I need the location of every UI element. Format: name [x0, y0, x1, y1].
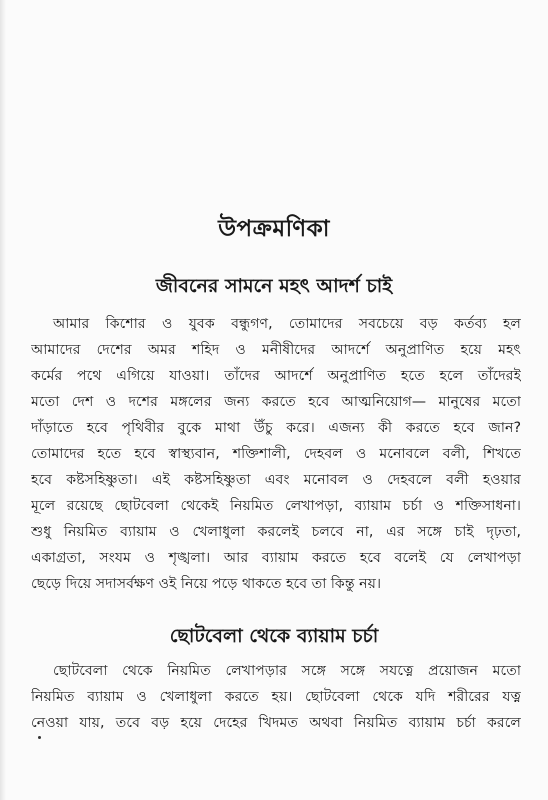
paragraph-line: দাঁড়াতে হবে পৃথিবীর বুকে মাথা উঁচু করে। এজন্য কী করতে হবে জান? [31, 420, 521, 436]
paragraph-line: ছোটবেলা থেকে নিয়মিত লেখাপড়ার সঙ্গে সঙ্গে সযত্নে প্রয়োজন মতো [53, 663, 521, 679]
paragraph-line: শুধু নিয়মিত ব্যায়াম ও খেলাধুলা করলেই চলবে না, এর সঙ্গে চাই দৃঢ়তা, [31, 524, 521, 540]
paragraph-line: আমাদের দেশের অমর শহিদ ও মনীষীদের আদর্শে অনুপ্রাণিত হয়ে মহৎ [31, 342, 521, 358]
paragraph-line: ছেড়ে দিয়ে সদাসর্বক্ষণ ওই নিয়ে পড়ে থাকতে হবে তা কিন্তু নয়। [31, 576, 382, 592]
paragraph-line: একাগ্রতা, সংযম ও শৃঙ্খলা। আর ব্যায়াম করতে হবে বলেই যে লেখাপড়া [31, 550, 521, 566]
paragraph-line: মূলে রয়েছে ছোটবেলা থেকেই নিয়মিত লেখাপড়া, ব্যায়াম চর্চা ও শক্তিসাধনা। [31, 498, 521, 514]
paragraph-line: তোমাদের হতে হবে স্বাস্থ্যবান, শক্তিশালী, দেহবল ও মনোবলে বলী, শিখতে [31, 446, 521, 462]
scan-edge-shadow [0, 0, 6, 800]
section-heading-exercise: ছোটবেলা থেকে ব্যায়াম চর্চা [169, 625, 379, 647]
ink-speck [38, 736, 41, 739]
paragraph-ideal [31, 311, 521, 597]
paragraph-line: কর্মের পথে এগিয়ে যাওয়া। তাঁদের আদর্শে অনুপ্রাণিত হতে হলে তাঁদেরই [31, 368, 521, 384]
paragraph-exercise [31, 658, 521, 736]
paragraph-line: হবে কষ্টসহিষ্ণুতা। এই কষ্টসহিষ্ণুতা এবং মনোবল ও দেহবলে বলী হওয়ার [31, 472, 521, 488]
paragraph-line: নিয়মিত ব্যায়াম ও খেলাধুলা করতে হয়। ছোটবেলা থেকে যদি শরীরের যত্ন [31, 689, 521, 705]
paragraph-line: আমার কিশোর ও যুবক বন্ধুগণ, তোমাদের সবচেয়ে বড় কর্তব্য হল [53, 316, 521, 332]
chapter-title: উপক্রমণিকা [218, 216, 330, 242]
paragraph-line: নেওয়া যায়, তবে বড় হয়ে দেহের খিদমত অথবা নিয়মিত ব্যায়াম চর্চা করলে [31, 715, 521, 731]
paragraph-line: মতো দেশ ও দশের মঙ্গলের জন্য করতে হবে আত্মনিয়োগ— মানুষের মতো [31, 394, 521, 410]
section-heading-ideal: জীবনের সামনে মহৎ আদর্শ চাই [155, 275, 393, 297]
